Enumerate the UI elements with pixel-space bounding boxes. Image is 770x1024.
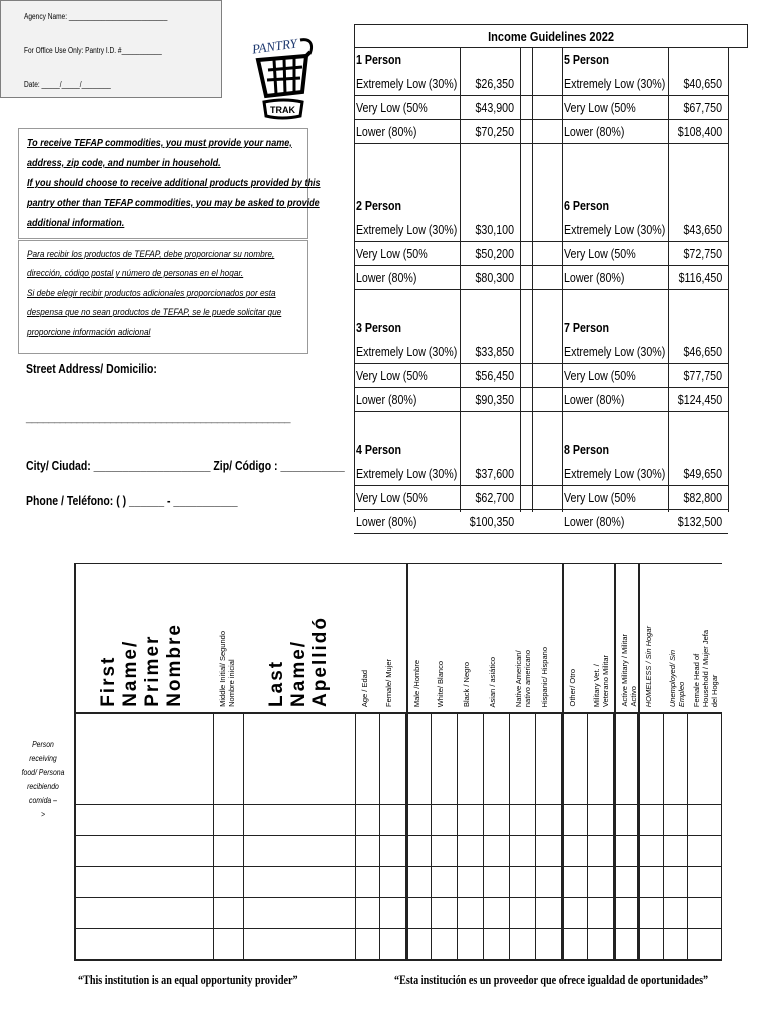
grid-line xyxy=(354,289,728,290)
household-size-heading xyxy=(562,48,726,72)
column-header xyxy=(214,563,244,713)
income-row-label xyxy=(356,510,430,534)
income-row-vl xyxy=(562,364,726,388)
income-label-text: 3 Person xyxy=(356,320,402,335)
income-row-el xyxy=(562,72,726,96)
income-row-label xyxy=(356,438,411,462)
income-amount: $70,250 xyxy=(475,124,514,139)
income-row-label xyxy=(564,438,619,462)
column-header xyxy=(664,563,688,713)
household-member-row[interactable] xyxy=(74,867,722,898)
household-member-row[interactable] xyxy=(74,805,722,836)
income-amount: $33,850 xyxy=(475,344,514,359)
notice-line: proporcione información adicional xyxy=(27,326,151,338)
pantry-id-field[interactable]: For Office Use Only: Pantry I.D. #___________ xyxy=(24,46,162,55)
income-row-lo xyxy=(354,120,518,144)
household-size-heading xyxy=(562,194,726,218)
income-row-label xyxy=(564,242,651,266)
grid-line xyxy=(728,48,729,512)
income-row-label xyxy=(356,316,411,340)
income-label-text: Extremely Low (30%) xyxy=(356,76,458,91)
household-member-row[interactable] xyxy=(74,713,722,805)
street-address-label: Street Address/ Domicilio: xyxy=(26,362,157,376)
income-label-text: Extremely Low (30%) xyxy=(564,466,666,481)
notice-line: If you should choose to receive additional products provided by this xyxy=(27,177,321,189)
notice-line: Si debe elegir recibir productos adicionales proporcionados por esta xyxy=(27,287,276,299)
income-label-text: Very Low (50% xyxy=(564,368,636,383)
city-zip-field[interactable]: City/ Ciudad: ____________________ Zip/ Código : ___________ xyxy=(26,459,345,473)
column-header-text: Middle Initial/ Segundo Nombre inicial xyxy=(218,631,236,707)
income-row-lo xyxy=(354,510,518,534)
income-amount: $62,700 xyxy=(475,490,514,505)
household-size-heading xyxy=(354,438,518,462)
grid-line xyxy=(668,48,669,512)
income-amount: $82,800 xyxy=(683,490,722,505)
income-label-text: Very Low (50% xyxy=(356,490,428,505)
column-header xyxy=(458,563,484,713)
grid-line xyxy=(532,48,533,512)
income-amount: $40,650 xyxy=(683,76,722,91)
notice-line: To receive TEFAP commodities, you must provide your name, xyxy=(27,137,292,149)
income-amount: $108,400 xyxy=(677,124,723,139)
income-label-text: Very Low (50% xyxy=(564,100,636,115)
column-header xyxy=(356,563,380,713)
income-row-label xyxy=(564,510,638,534)
income-row-label xyxy=(356,486,443,510)
income-label-text: Extremely Low (30%) xyxy=(564,344,666,359)
income-row-el xyxy=(562,340,726,364)
income-row-label xyxy=(356,364,443,388)
income-row-label xyxy=(356,242,443,266)
column-header-text: Male /Hombre xyxy=(412,659,421,707)
household-size-heading xyxy=(562,438,726,462)
column-header-text: First Name/ Primer Nombre xyxy=(98,623,185,707)
column-header xyxy=(484,563,510,713)
notice-line: dirección, código postal y número de personas en el hogar. xyxy=(27,268,244,280)
column-header xyxy=(588,563,614,713)
grid-line xyxy=(354,411,728,412)
income-row-lo xyxy=(562,388,726,412)
household-size-heading xyxy=(562,316,726,340)
income-label-text: Lower (80%) xyxy=(356,124,417,139)
income-label-text: 4 Person xyxy=(356,442,402,457)
column-header-text: Active Military / Militar Activo xyxy=(620,634,638,707)
column-header xyxy=(640,563,666,713)
shopping-cart-icon xyxy=(248,30,320,126)
income-row-label xyxy=(564,194,619,218)
income-amount: $116,450 xyxy=(678,270,722,285)
income-row-label xyxy=(356,194,411,218)
column-header-text: Native American/ nativo americano xyxy=(514,649,532,707)
household-size-heading xyxy=(354,316,518,340)
notice-line: additional information. xyxy=(27,217,125,229)
income-row-vl xyxy=(562,486,726,510)
income-row-el xyxy=(354,218,518,242)
income-row-label xyxy=(356,48,411,72)
income-label-text: Lower (80%) xyxy=(356,514,417,529)
column-header-text: Other/ Otro xyxy=(568,669,577,707)
income-label-text: 1 Person xyxy=(356,52,402,67)
income-guidelines-table xyxy=(354,24,748,529)
income-amount: $67,750 xyxy=(683,100,722,115)
income-amount: $90,350 xyxy=(475,392,514,407)
income-row-lo xyxy=(562,510,726,534)
income-row-label xyxy=(356,388,430,412)
household-member-row[interactable] xyxy=(74,929,722,960)
column-header xyxy=(564,563,590,713)
income-label-text: Extremely Low (30%) xyxy=(356,222,458,237)
income-label-text: Extremely Low (30%) xyxy=(356,466,458,481)
column-header xyxy=(536,563,562,713)
income-label-text: 7 Person xyxy=(564,320,610,335)
income-label-text: 8 Person xyxy=(564,442,610,457)
income-row-label xyxy=(564,120,638,144)
income-amount: $30,100 xyxy=(475,222,514,237)
income-label-text: Lower (80%) xyxy=(356,392,417,407)
income-amount: $46,650 xyxy=(683,344,722,359)
income-row-label xyxy=(356,266,430,290)
column-header-text: White/ Blanco xyxy=(436,660,445,707)
notice-line: pantry other than TEFAP commodities, you may be asked to provide xyxy=(27,197,320,209)
income-row-el xyxy=(354,340,518,364)
grid-line xyxy=(747,24,748,48)
column-header xyxy=(510,563,536,713)
grid-line xyxy=(354,48,355,512)
equal-opportunity-english: “This institution is an equal opportunity provider” xyxy=(78,972,298,987)
grid-line xyxy=(520,48,521,512)
income-row-label xyxy=(564,96,651,120)
column-header xyxy=(432,563,458,713)
income-row-label xyxy=(564,388,638,412)
income-row-lo xyxy=(562,120,726,144)
date-field[interactable]: Date: _____/_____/________ xyxy=(24,80,111,89)
column-header xyxy=(688,563,722,713)
income-row-label xyxy=(564,486,651,510)
phone-field[interactable]: Phone / Teléfono: ( ) ______ - ___________ xyxy=(26,494,238,508)
income-amount: $72,750 xyxy=(683,246,722,261)
pantry-trak-logo xyxy=(248,30,320,126)
column-header xyxy=(380,563,406,713)
income-label-text: Lower (80%) xyxy=(564,124,625,139)
household-member-row[interactable] xyxy=(74,836,722,867)
column-header-text: HOMELESS / Sin Hogar xyxy=(644,625,653,707)
income-row-label xyxy=(356,120,430,144)
column-header xyxy=(408,563,434,713)
income-row-lo xyxy=(562,266,726,290)
column-header-text: Asian / asiático xyxy=(488,656,497,707)
income-row-vl xyxy=(562,242,726,266)
tefap-notice-english xyxy=(18,128,321,239)
agency-info-box xyxy=(0,0,222,98)
column-header-text: Unemployed/ Sin Empleo xyxy=(668,649,686,707)
logo-text-top: PANTRY xyxy=(251,35,298,57)
income-amount: $49,650 xyxy=(683,466,722,481)
income-label-text: Extremely Low (30%) xyxy=(356,344,458,359)
income-title: Income Guidelines 2022 xyxy=(354,24,748,48)
grid-line xyxy=(354,143,728,144)
income-label-text: 5 Person xyxy=(564,52,610,67)
income-row-vl xyxy=(354,364,518,388)
column-header-text: Military Vet. / Veterano Militar xyxy=(592,654,610,707)
income-row-el xyxy=(562,462,726,486)
income-amount: $77,750 xyxy=(683,368,722,383)
income-label-text: Lower (80%) xyxy=(564,270,625,285)
income-row-label xyxy=(564,48,619,72)
column-header xyxy=(244,563,356,713)
income-amount: $50,200 xyxy=(475,246,514,261)
column-header-text: Black / Negro xyxy=(462,661,471,707)
income-label-text: Lower (80%) xyxy=(356,270,417,285)
column-header xyxy=(76,563,216,713)
grid-line xyxy=(562,48,563,512)
notice-line: address, zip code, and number in household. xyxy=(27,157,221,169)
income-row-lo xyxy=(354,266,518,290)
income-row-lo xyxy=(354,388,518,412)
income-label-text: Extremely Low (30%) xyxy=(564,222,666,237)
income-label-text: Very Low (50% xyxy=(564,490,636,505)
income-row-el xyxy=(354,72,518,96)
income-row-vl xyxy=(354,96,518,120)
income-row-vl xyxy=(354,486,518,510)
income-label-text: Lower (80%) xyxy=(564,514,625,529)
income-amount: $124,450 xyxy=(677,392,723,407)
income-row-label xyxy=(564,364,651,388)
household-size-heading xyxy=(354,194,518,218)
income-row-el xyxy=(354,462,518,486)
tefap-notice-spanish xyxy=(18,240,308,354)
income-label-text: 2 Person xyxy=(356,198,402,213)
income-row-vl xyxy=(354,242,518,266)
column-header-text: Last Name/ Apellidó xyxy=(266,616,331,707)
income-label-text: Lower (80%) xyxy=(564,392,625,407)
grid-line xyxy=(460,48,461,512)
income-amount: $132,500 xyxy=(677,514,723,529)
income-label-text: Extremely Low (30%) xyxy=(564,76,666,91)
income-row-label xyxy=(356,96,443,120)
income-row-label xyxy=(564,266,638,290)
income-row-label xyxy=(564,316,619,340)
logo-text-bottom: TRAK xyxy=(270,105,295,115)
street-address-input[interactable]: _______________________________________________ xyxy=(26,412,291,424)
notice-line: despensa que no sean productos de TEFAP, se le puede solicitar que xyxy=(27,307,282,319)
income-amount: $26,350 xyxy=(475,76,514,91)
income-label-text: Very Low (50% xyxy=(356,100,428,115)
household-size-heading xyxy=(354,48,518,72)
notice-line: Para recibir los productos de TEFAP, debe proporcionar su nombre, xyxy=(27,249,275,260)
column-header-text: Female/ Mujer xyxy=(384,659,393,707)
column-header xyxy=(616,563,640,713)
income-amount: $37,600 xyxy=(475,466,514,481)
income-amount: $56,450 xyxy=(475,368,514,383)
income-label-text: Very Low (50% xyxy=(356,246,428,261)
agency-name-field[interactable]: Agency Name: ___________________________ xyxy=(24,12,168,21)
household-member-row[interactable] xyxy=(74,898,722,929)
income-amount: $43,650 xyxy=(683,222,722,237)
income-label-text: Very Low (50% xyxy=(564,246,636,261)
income-label-text: Very Low (50% xyxy=(356,368,428,383)
income-amount: $43,900 xyxy=(475,100,514,115)
income-amount: $80,300 xyxy=(475,270,514,285)
equal-opportunity-spanish: “Esta institución es un proveedor que ofrece igualdad de oportunidades” xyxy=(394,972,709,987)
income-row-el xyxy=(562,218,726,242)
income-row-vl xyxy=(562,96,726,120)
column-header-text: Hispanic/ Hispano xyxy=(540,646,549,707)
column-header-text: Female Head of Household / Mujer Jefa del Hogar xyxy=(692,629,719,707)
person-receiving-food-label: Person receiving food/ Persona recibiendo comida – > xyxy=(21,740,65,819)
income-amount: $100,350 xyxy=(469,514,515,529)
income-label-text: 6 Person xyxy=(564,198,610,213)
column-header-text: Age / Edad xyxy=(360,669,369,707)
grid-line xyxy=(354,533,728,534)
